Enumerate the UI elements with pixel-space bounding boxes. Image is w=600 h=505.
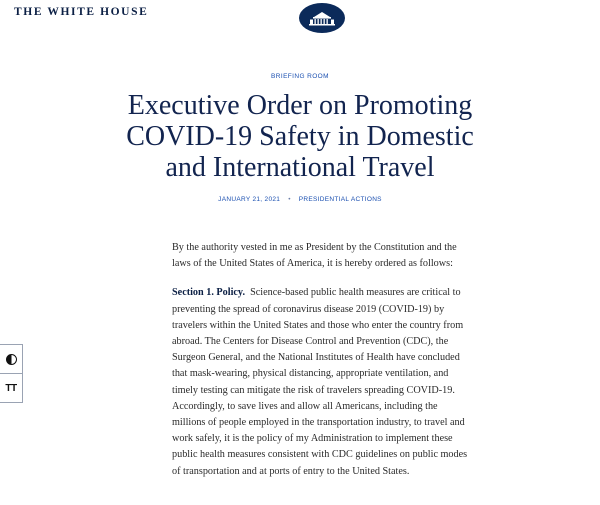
page-title: Executive Order on Promoting COVID-19 Safety in Domestic and International Travel [126, 90, 474, 183]
section-1-text: Science-based public health measures are critical to preventing the spread of coronavirus disease 2019 (COVID-19) by travelers within the United States and those who enter the country from abroad. The Centers for Disease Control and Prevention (CDC), the Surgeon General, and the National Institutes of Health have concluded that mask-wearing, physical distancing, appropriate ventilation, and timely testing can mitigate the risk of travelers spreading COVID-19. Accordingly, to save lives and allow all Americans, including the millions of people employed in the transportation industry, to travel and work safely, it is the policy of my Administration to implement these public health measures consistent with CDC guidelines on public modes of transportation and at ports of entry to the United States. [172, 287, 468, 477]
contrast-icon [6, 354, 17, 365]
intro-paragraph: By the authority vested in me as President by the Constitution and the laws of the United States of America, it is hereby ordered as follows: [172, 242, 457, 270]
accessibility-toolbar [0, 344, 23, 403]
section-1-paragraph [172, 285, 472, 479]
text-size-icon: TT [5, 382, 17, 394]
contrast-toggle-button[interactable] [0, 345, 22, 373]
white-house-seal-icon[interactable] [299, 3, 345, 33]
category-link[interactable]: BRIEFING ROOM [271, 73, 329, 80]
text-size-button[interactable] [0, 373, 22, 402]
article-body [172, 240, 472, 493]
article-meta [0, 196, 600, 203]
site-brand-link[interactable]: THE WHITE HOUSE [14, 6, 149, 18]
publish-date: JANUARY 21, 2021 [218, 196, 281, 203]
section-1-heading: Section 1. Policy. [172, 287, 246, 299]
section-link[interactable]: PRESIDENTIAL ACTIONS [298, 196, 382, 203]
meta-separator: • [288, 196, 291, 203]
